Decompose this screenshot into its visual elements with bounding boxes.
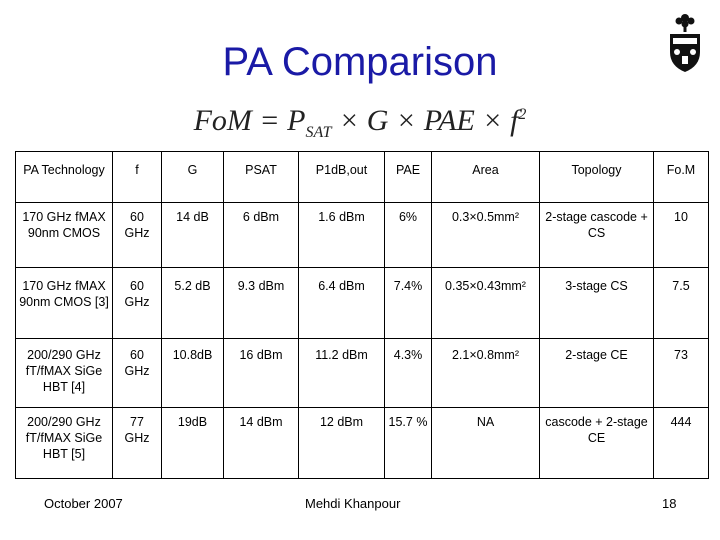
- formula-f: f: [510, 104, 519, 137]
- cell-p1db-out: 11.2 dBm: [299, 339, 385, 408]
- table-row: [16, 339, 709, 408]
- formula-lhs: FoM: [193, 104, 252, 137]
- cell-pae: 4.3%: [385, 339, 432, 408]
- header-topology: Topology: [540, 152, 654, 203]
- header-g: G: [162, 152, 224, 203]
- formula-times-1: ×: [331, 104, 367, 137]
- cell-psat: 16 dBm: [224, 339, 299, 408]
- formula-pae: PAE: [423, 104, 475, 137]
- cell-topology: 2-stage cascode + CS: [540, 203, 654, 268]
- university-crest-logo: [664, 12, 706, 74]
- formula-p: P: [287, 104, 306, 137]
- cell-f: 60 GHz: [113, 339, 162, 408]
- cell-p1db-out: 12 dBm: [299, 408, 385, 479]
- header-p1db-out: P1dB,out: [299, 152, 385, 203]
- footer-author: Mehdi Khanpour: [305, 496, 401, 511]
- cell-f: 60 GHz: [113, 268, 162, 339]
- cell-f: 60 GHz: [113, 203, 162, 268]
- formula-f-sup: 2: [518, 106, 527, 123]
- cell-g: 5.2 dB: [162, 268, 224, 339]
- formula-equals: =: [251, 104, 288, 137]
- cell-topology: 3-stage CS: [540, 268, 654, 339]
- cell-p1db-out: 1.6 dBm: [299, 203, 385, 268]
- table-header-row: [16, 152, 709, 203]
- pa-comparison-table: [15, 151, 709, 479]
- cell-fom: 7.5: [654, 268, 709, 339]
- header-area: Area: [432, 152, 540, 203]
- formula-g: G: [366, 104, 389, 137]
- page-number: 18: [662, 496, 677, 511]
- cell-g: 19dB: [162, 408, 224, 479]
- formula-times-2: ×: [388, 104, 424, 137]
- cell-fom: 10: [654, 203, 709, 268]
- cell-pae: 6%: [385, 203, 432, 268]
- header-pae: PAE: [385, 152, 432, 203]
- cell-area: NA: [432, 408, 540, 479]
- cell-area: 2.1×0.8mm²: [432, 339, 540, 408]
- table-row: [16, 408, 709, 479]
- cell-area: 0.3×0.5mm²: [432, 203, 540, 268]
- table-row: [16, 268, 709, 339]
- cell-fom: 73: [654, 339, 709, 408]
- cell-pae: 15.7 %: [385, 408, 432, 479]
- cell-area: 0.35×0.43mm²: [432, 268, 540, 339]
- cell-p1db-out: 6.4 dBm: [299, 268, 385, 339]
- cell-psat: 9.3 dBm: [224, 268, 299, 339]
- cell-pa-technology: 200/290 GHz fT/fMAX SiGe HBT [5]: [16, 408, 113, 479]
- header-fom: Fo.M: [654, 152, 709, 203]
- cell-pa-technology: 200/290 GHz fT/fMAX SiGe HBT [4]: [16, 339, 113, 408]
- footer-date: October 2007: [44, 496, 123, 511]
- cell-pa-technology: 170 GHz fMAX 90nm CMOS [3]: [16, 268, 113, 339]
- cell-f: 77 GHz: [113, 408, 162, 479]
- fom-formula: [0, 104, 720, 142]
- header-f: f: [113, 152, 162, 203]
- table-row: [16, 203, 709, 268]
- cell-g: 10.8dB: [162, 339, 224, 408]
- cell-pa-technology: 170 GHz fMAX 90nm CMOS: [16, 203, 113, 268]
- cell-topology: cascode + 2-stage CE: [540, 408, 654, 479]
- cell-psat: 14 dBm: [224, 408, 299, 479]
- slide-title: PA Comparison: [222, 40, 498, 84]
- cell-g: 14 dB: [162, 203, 224, 268]
- formula-p-sub: SAT: [305, 124, 332, 141]
- cell-psat: 6 dBm: [224, 203, 299, 268]
- cell-topology: 2-stage CE: [540, 339, 654, 408]
- cell-pae: 7.4%: [385, 268, 432, 339]
- header-pa-technology: PA Technology: [16, 152, 113, 203]
- formula-times-3: ×: [474, 104, 511, 137]
- cell-fom: 444: [654, 408, 709, 479]
- header-psat: PSAT: [224, 152, 299, 203]
